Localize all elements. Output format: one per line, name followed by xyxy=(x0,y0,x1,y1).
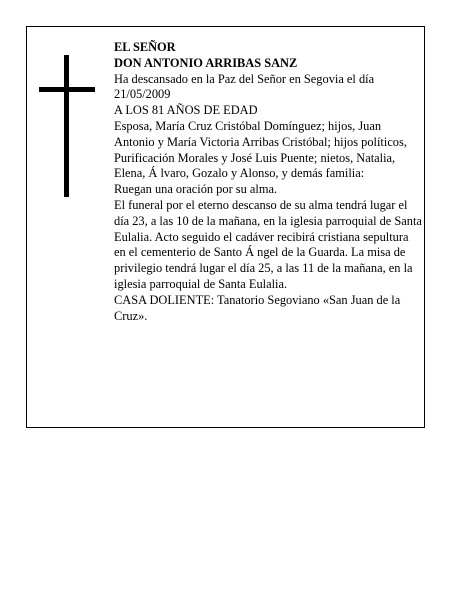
notice-text xyxy=(114,40,422,324)
deceased-name: DON ANTONIO ARRIBAS SANZ xyxy=(114,55,298,70)
notice-title: EL SEÑOR xyxy=(114,40,176,54)
prayer-request: Ruegan una oración por su alma. xyxy=(114,182,278,197)
cross-icon xyxy=(39,55,95,197)
cross-horizontal-bar xyxy=(39,87,95,92)
age-statement: A LOS 81 AÑOS DE EDAD xyxy=(114,103,258,118)
funeral-home: CASA DOLIENTE: Tanatorio Segoviano «San Juan de la Cruz». xyxy=(114,292,401,323)
cross-vertical-bar xyxy=(64,55,69,197)
family-list: Esposa, María Cruz Cristóbal Domínguez; hijos, Juan Antonio y María Victoria Arribas Cristóbal; hijos políticos, Purificación Morales y José Luis Puente; nietos, Natalia, Elena, Á lvaro, Gozalo y Alonso, y demás familia: xyxy=(114,118,407,181)
funeral-details: El funeral por el eterno descanso de su alma tendrá lugar el día 23, a las 10 de la mañana, en la iglesia parroquial de Santa Eulalia. Acto seguido el cadáver recibirá cristiana sepultura en el cementerio de Santo Á ngel de la Guarda. La misa de privilegio tendrá lugar el día 25, a las 11 de la mañana, en la iglesia parroquial de Santa Eulalia. xyxy=(114,197,422,291)
rest-statement: Ha descansado en la Paz del Señor en Segovia el día 21/05/2009 xyxy=(114,71,375,102)
obituary-notice xyxy=(26,26,425,428)
